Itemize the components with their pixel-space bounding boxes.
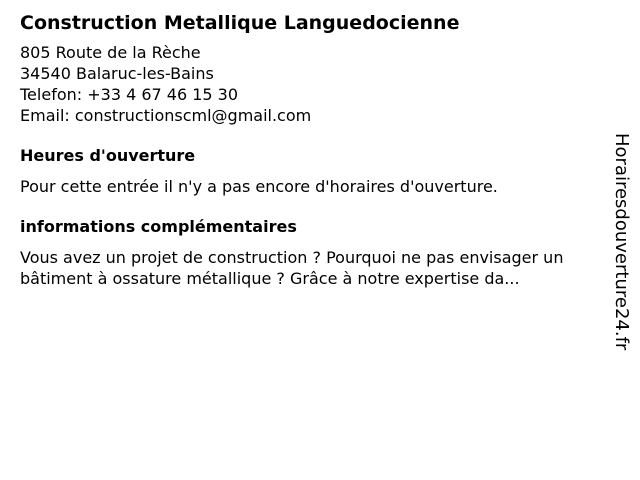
address-street: 805 Route de la Rèche: [20, 43, 201, 62]
business-name: Construction Metallique Languedocienne: [20, 12, 460, 34]
business-card: [20, 10, 595, 289]
phone-number: Telefon: +33 4 67 46 15 30: [20, 85, 239, 104]
additional-info-heading: informations complémentaires: [20, 217, 297, 236]
opening-hours-text: Pour cette entrée il n'y a pas encore d'horaires d'ouverture.: [20, 177, 498, 196]
email-address: Email: constructionscml@gmail.com: [20, 106, 312, 125]
opening-hours-heading: Heures d'ouverture: [20, 146, 196, 165]
additional-info-text: Vous avez un projet de construction ? Pourquoi ne pas envisager un bâtiment à ossature métallique ? Grâce à notre expertise da...: [20, 248, 564, 288]
address-city: 34540 Balaruc-les-Bains: [20, 64, 214, 83]
site-brand-watermark: Horairesdouverture24.fr: [611, 133, 632, 351]
